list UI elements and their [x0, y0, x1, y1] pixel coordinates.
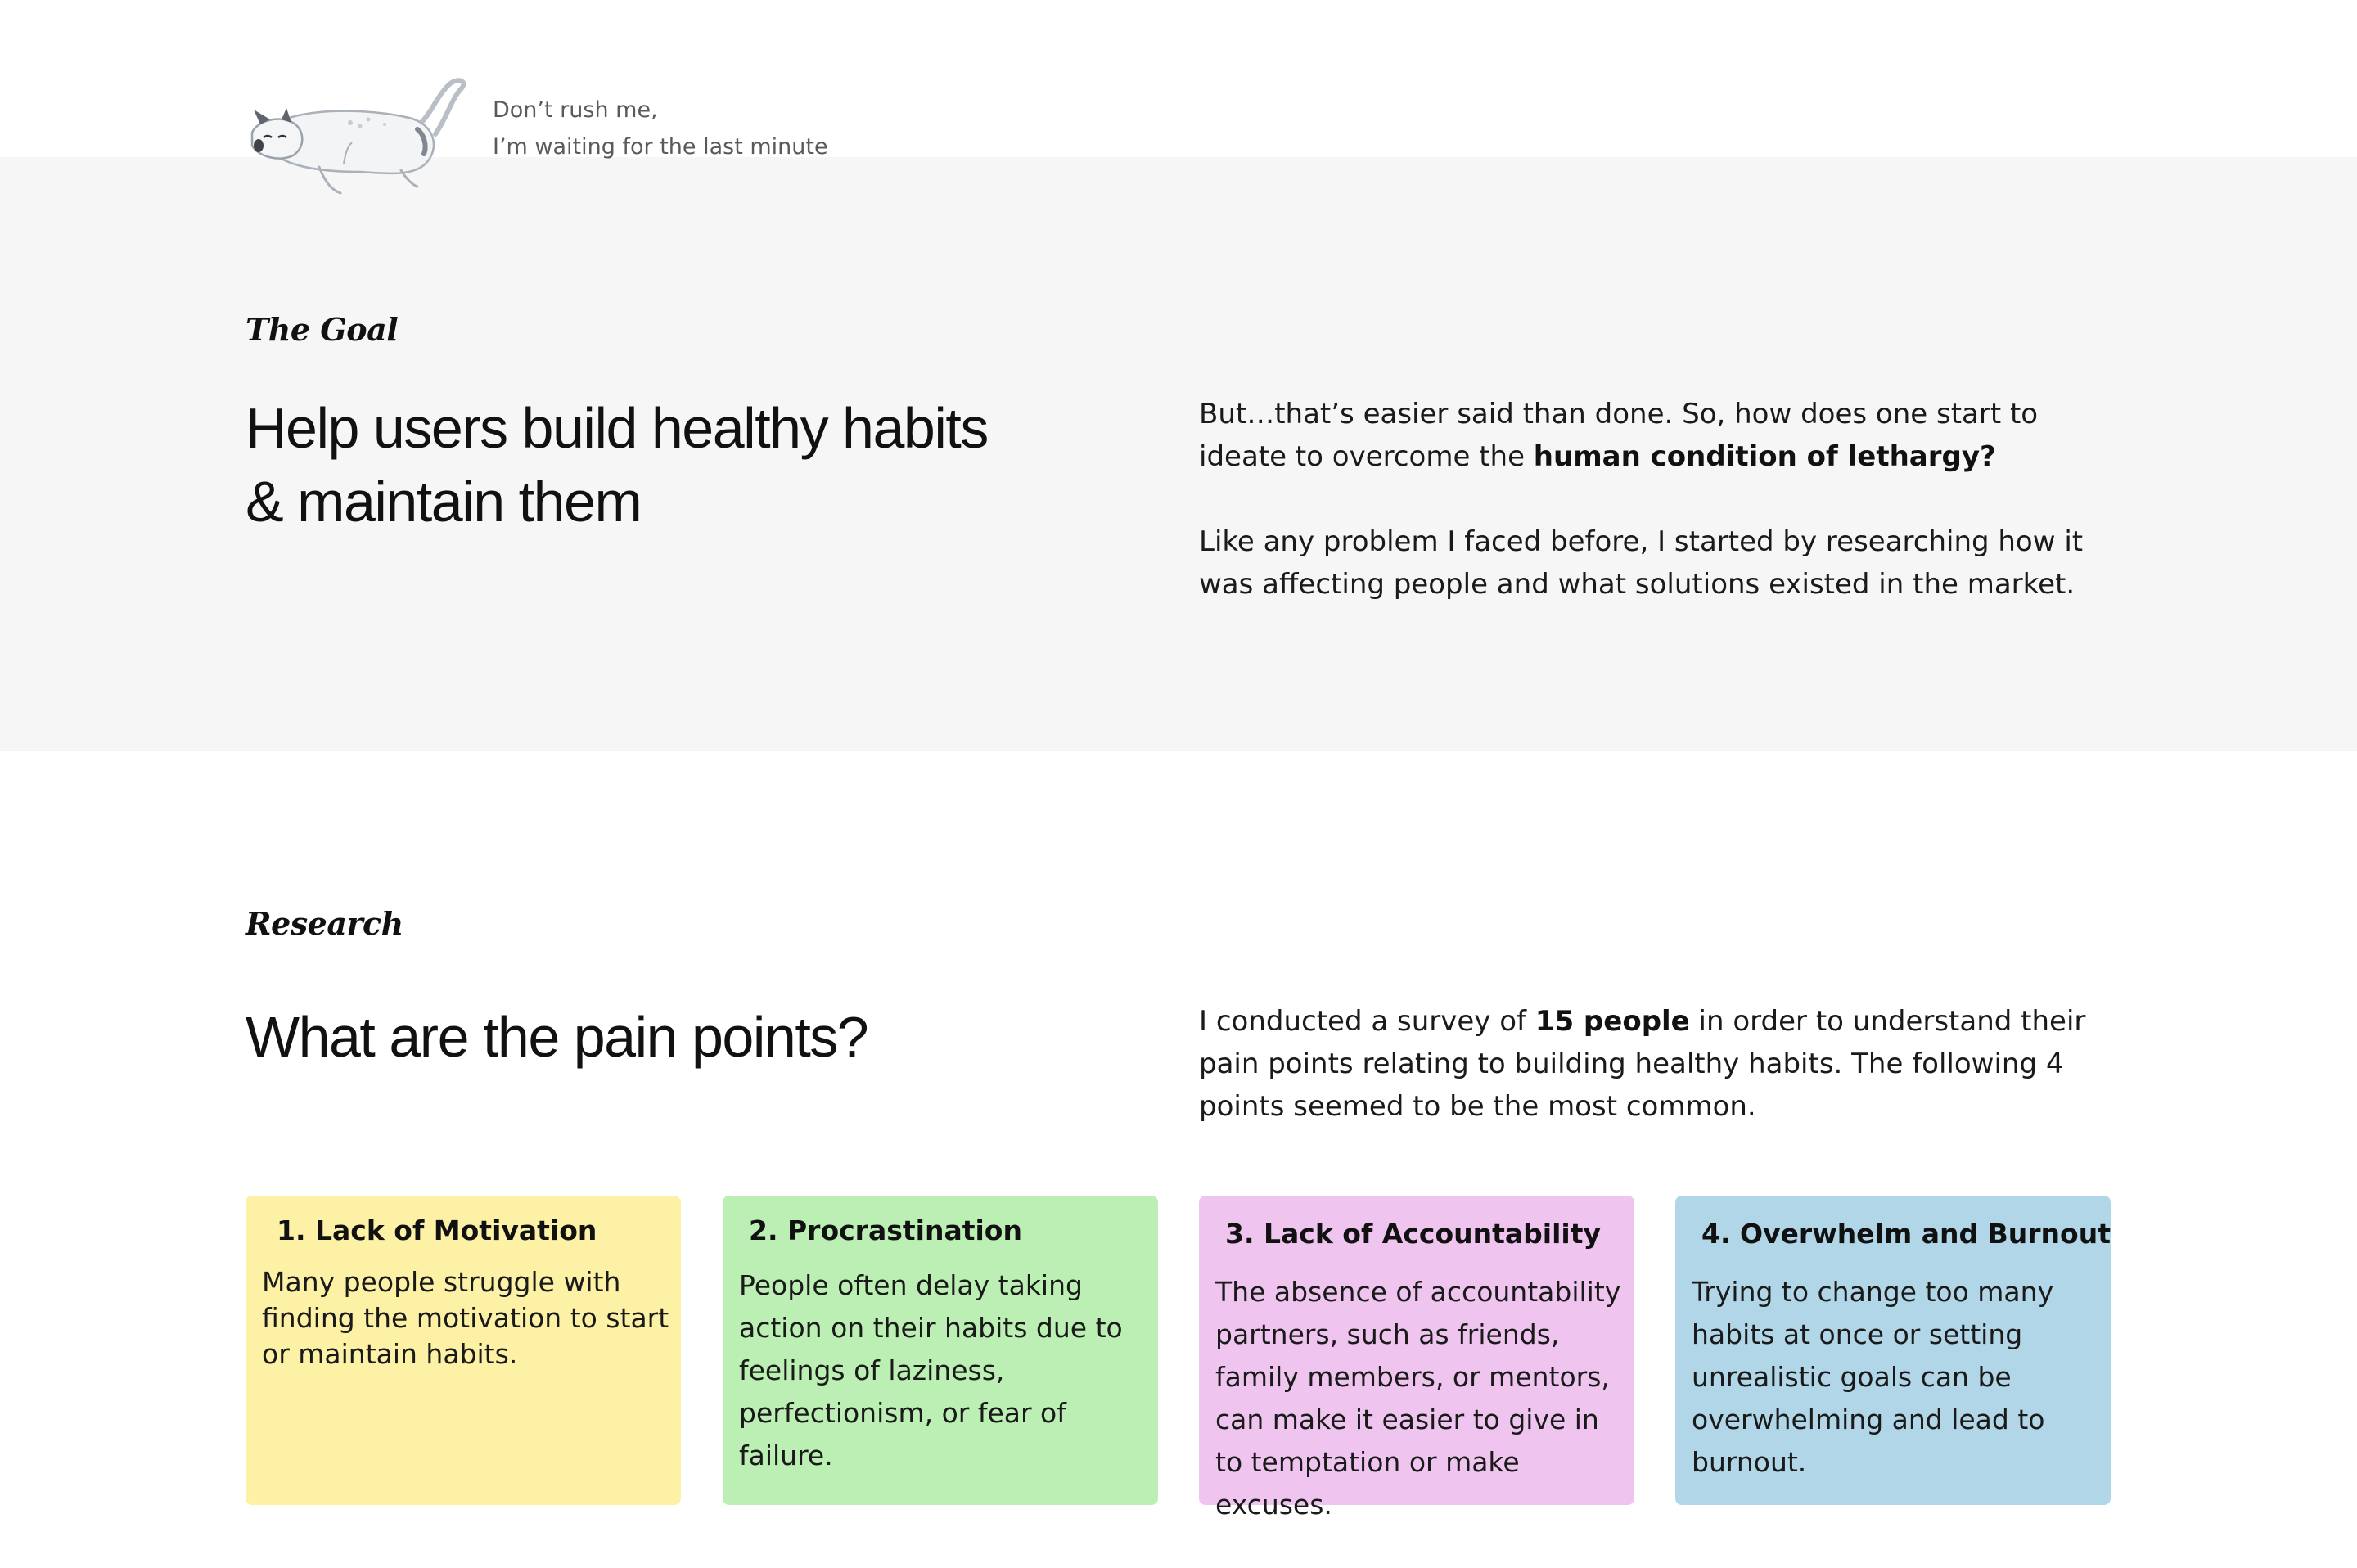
- pain-point-title-4: 4. Overwhelm and Burnout: [1701, 1218, 2111, 1250]
- pain-point-title-1: 1. Lack of Motivation: [277, 1214, 597, 1246]
- research-description: [1199, 1000, 2124, 1128]
- pain-point-body-4: Trying to change too many habits at once or setting unrealistic goals can be overwhelming and lead to burnout.: [1692, 1276, 2054, 1478]
- pain-point-body-2: People often delay taking action on their habits due to feelings of laziness, perfectionism, or fear of failure.: [739, 1269, 1123, 1471]
- goal-paragraph-1-text: But…that’s easier said than done. So, how does one start to ideate to overcome the: [1199, 398, 2039, 473]
- goal-heading: [246, 391, 1146, 538]
- pain-point-title-2: 2. Procrastination: [749, 1214, 1022, 1246]
- pain-point-body-3: The absence of accountability partners, such as friends, family members, or mentors, can make it easier to give in to temptation or make excuses.: [1215, 1276, 1621, 1521]
- site-tagline: [493, 92, 828, 165]
- pain-point-body-1: Many people struggle with finding the motivation to start or maintain habits.: [262, 1266, 669, 1370]
- tagline-line-1: Don’t rush me,: [493, 97, 658, 123]
- pain-point-card-2: [723, 1196, 1158, 1505]
- research-eyebrow-label: Research: [246, 905, 403, 942]
- goal-paragraph-1-emphasis: human condition of lethargy?: [1533, 440, 1996, 473]
- goal-description: [1199, 393, 2124, 606]
- goal-paragraph-1: [1199, 393, 2124, 478]
- pain-point-title-3: 3. Lack of Accountability: [1225, 1218, 1602, 1250]
- pain-point-card-1: [246, 1196, 681, 1505]
- goal-heading-line-2: & maintain them: [246, 470, 642, 534]
- pain-point-card-3: [1199, 1196, 1634, 1521]
- research-heading: What are the pain points?: [246, 1005, 868, 1069]
- goal-heading-line-1: Help users build healthy habits: [246, 396, 988, 460]
- goal-paragraph-2: Like any problem I faced before, I started by researching how it was affecting people and what solutions existed in the market.: [1199, 525, 2084, 601]
- tagline-line-2: I’m waiting for the last minute: [493, 134, 828, 160]
- research-paragraph-emphasis: 15 people: [1535, 1005, 1690, 1038]
- goal-eyebrow: [246, 311, 399, 348]
- research-paragraph-text-end: in order to understand their pain points relating to building healthy habits. The following 4 points seemed to be the most common.: [1199, 1005, 2086, 1123]
- pain-point-card-4: [1675, 1196, 2111, 1505]
- research-paragraph-text: I conducted a survey of: [1199, 1005, 1535, 1038]
- sleeping-cat-icon[interactable]: [246, 75, 468, 195]
- research-eyebrow: [246, 905, 403, 942]
- goal-eyebrow-label: The Goal: [246, 311, 399, 348]
